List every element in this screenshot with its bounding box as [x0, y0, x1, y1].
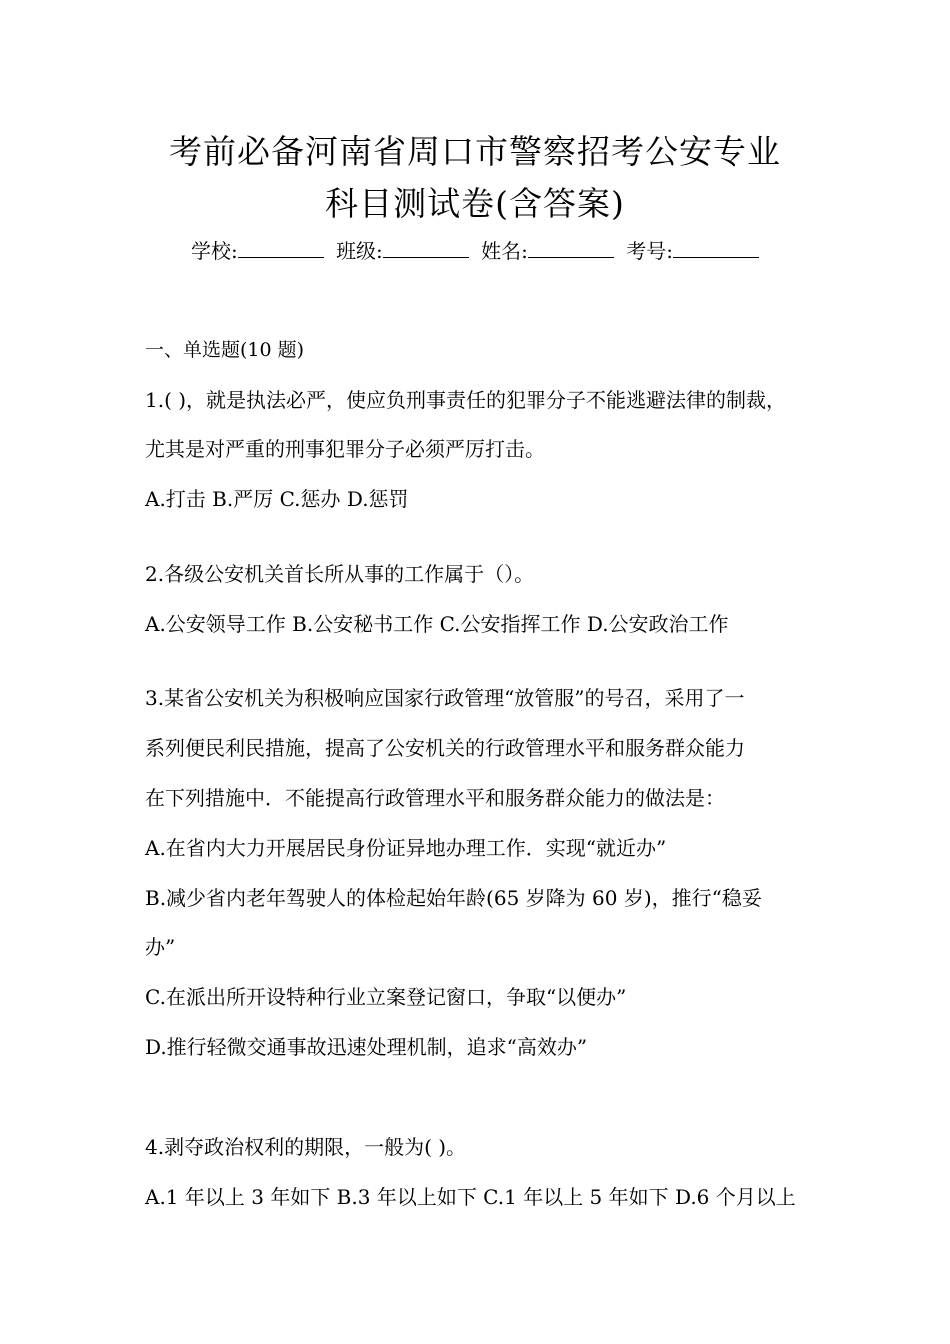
school-label: 学校: — [190, 239, 238, 263]
school-field — [191, 239, 324, 263]
class-label: 班级: — [336, 239, 383, 263]
question-1-stem-line-1: 1.( )，就是执法必严，使应负刑事责任的犯罪分子不能逃避法律的制裁， — [145, 388, 787, 412]
exam-number-field — [626, 239, 759, 263]
question-3-option-b-line-1: B.减少省内老年驾驶人的体检起始年龄(65 岁降为 60 岁)，推行“稳妥 — [145, 886, 762, 910]
page-title-line-2: 科目测试卷(含答案) — [325, 184, 625, 223]
question-3-stem-line-2: 系列便民利民措施，提高了公安机关的行政管理水平和服务群众能力 — [145, 736, 745, 760]
student-info-row — [0, 236, 950, 266]
school-blank — [238, 239, 324, 258]
question-4-options: A.1 年以上 3 年如下 B.3 年以上如下 C.1 年以上 5 年如下 D.6 个月以上 — [145, 1185, 796, 1209]
exam-number-label: 考号: — [626, 239, 674, 263]
question-3-option-d: D.推行轻微交通事故迅速处理机制，追求“高效办” — [145, 1035, 588, 1059]
question-2-options: A.公安领导工作 B.公安秘书工作 C.公安指挥工作 D.公安政治工作 — [145, 612, 729, 636]
question-2-stem: 2.各级公安机关首长所从事的工作属于（）。 — [145, 562, 535, 586]
question-3-option-b-line-2: 办” — [145, 935, 176, 959]
question-4-stem: 4.剥夺政治权利的期限，一般为( )。 — [145, 1135, 467, 1159]
question-1-stem-line-2: 尤其是对严重的刑事犯罪分子必须严厉打击。 — [145, 437, 545, 461]
section-heading: 一、单选题(10 题) — [145, 339, 305, 361]
question-3-stem-line-3: 在下列措施中．不能提高行政管理水平和服务群众能力的做法是： — [145, 786, 725, 810]
question-3-option-c: C.在派出所开设特种行业立案登记窗口，争取“以便办” — [145, 985, 627, 1009]
class-blank — [383, 239, 469, 258]
question-3-option-a: A.在省内大力开展居民身份证异地办理工作．实现“就近办” — [145, 836, 667, 860]
question-3-stem-line-1: 3.某省公安机关为积极响应国家行政管理“放管服”的号召，采用了一 — [145, 686, 745, 710]
name-field — [481, 239, 614, 263]
class-field — [336, 239, 469, 263]
name-blank — [528, 239, 614, 258]
question-1-options: A.打击 B.严厉 C.惩办 D.惩罚 — [145, 487, 409, 511]
name-label: 姓名: — [481, 239, 528, 263]
page-title-line-1: 考前必备河南省周口市警察招考公安专业 — [169, 132, 781, 171]
exam-number-blank — [673, 239, 759, 258]
